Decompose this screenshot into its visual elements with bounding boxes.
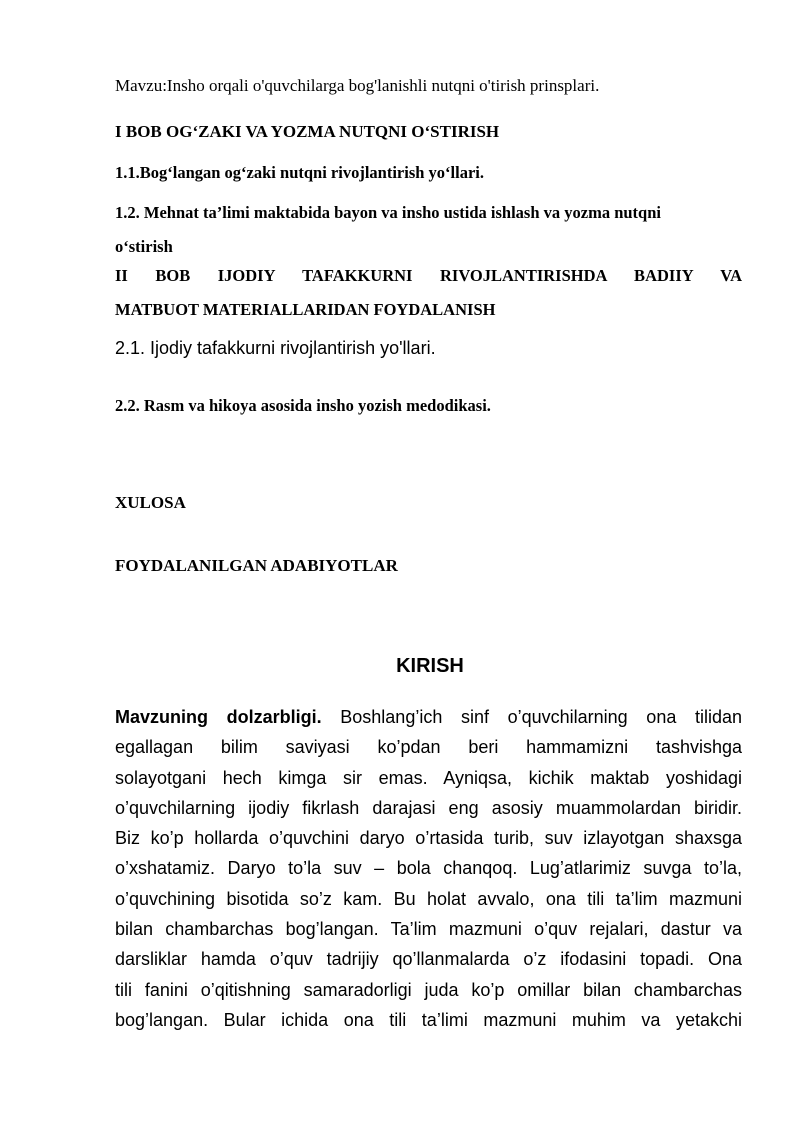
intro-line: o’quvchining bisotida so’z kam. Bu holat avvalo, ona tili ta’lim mazmuni bbox=[115, 888, 742, 909]
toc-references: FOYDALANILGAN ADABIYOTLAR bbox=[115, 556, 398, 575]
intro-lead: Mavzuning dolzarbligi. bbox=[115, 707, 322, 727]
toc-chapter-1: I BOB OG‘ZAKI VA YOZMA NUTQNI O‘STIRISH bbox=[115, 122, 500, 141]
toc-section-1-1: 1.1.Bog‘langan og‘zaki nutqni rivojlantirish yo‘llari. bbox=[115, 163, 484, 182]
intro-line: tili fanini o’qitishning samaradorligi juda ko’p omillar bilan chambarchas bbox=[115, 979, 742, 1000]
toc-chapter-2 bbox=[115, 259, 742, 327]
intro-line: o’quvchilarning ijodiy fikrlash darajasi eng asosiy muammolardan biridir. bbox=[115, 797, 742, 818]
toc-section-1-2-line-2: o‘stirish bbox=[115, 237, 173, 256]
toc-section-2-2: 2.2. Rasm va hikoya asosida insho yozish medodikasi. bbox=[115, 396, 491, 415]
toc-section-1-2 bbox=[115, 196, 742, 264]
toc-section-2-1: 2.1. Ijodiy tafakkurni rivojlantirish yo'llari. bbox=[115, 338, 436, 358]
intro-line: egallagan bilim saviyasi ko’pdan beri hammamizni tashvishga bbox=[115, 737, 742, 758]
toc-section-1-2-line-1: 1.2. Mehnat ta’limi maktabida bayon va insho ustida ishlash va yozma nutqni bbox=[115, 203, 661, 222]
intro-line: bog’langan. Bular ichida ona tili ta’limi mazmuni muhim va yetakchi bbox=[115, 1009, 742, 1030]
intro-line: bilan chambarchas bog’langan. Ta’lim mazmuni o’quv rejalari, dastur va bbox=[115, 919, 742, 940]
intro-line: darsliklar hamda o’quv tadrijiy qo’llanmalarda o’z ifodasini topadi. Ona bbox=[115, 949, 742, 970]
topic-line: Mavzu:Insho orqali o'quvchilarga bog'lanishli nutqni o'tirish prinsplari. bbox=[115, 76, 600, 95]
toc-conclusion: XULOSA bbox=[115, 493, 186, 512]
intro-paragraph bbox=[115, 702, 742, 1035]
intro-line: Biz ko’p hollarda o’quvchini daryo o’rtasida turib, suv izlayotgan shaxsga bbox=[115, 828, 742, 849]
intro-line: o’xshatamiz. Daryo to’la suv – bola chanqoq. Lug’atlarimiz suvga to’la, bbox=[115, 858, 742, 879]
intro-line-text: Boshlang’ich sinf o’quvchilarning ona tilidan bbox=[321, 707, 743, 727]
intro-heading: KIRISH bbox=[396, 655, 464, 677]
toc-chapter-2-line-1: II BOB IJODIY TAFAKKURNI RIVOJLANTIRISHDA BADIIY VA bbox=[115, 266, 742, 285]
toc-chapter-2-line-2: MATBUOT MATERIALLARIDAN FOYDALANISH bbox=[115, 300, 496, 319]
intro-line: solayotgani hech kimga sir emas. Ayniqsa, kichik maktab yoshidagi bbox=[115, 767, 742, 788]
intro-line bbox=[115, 702, 742, 732]
